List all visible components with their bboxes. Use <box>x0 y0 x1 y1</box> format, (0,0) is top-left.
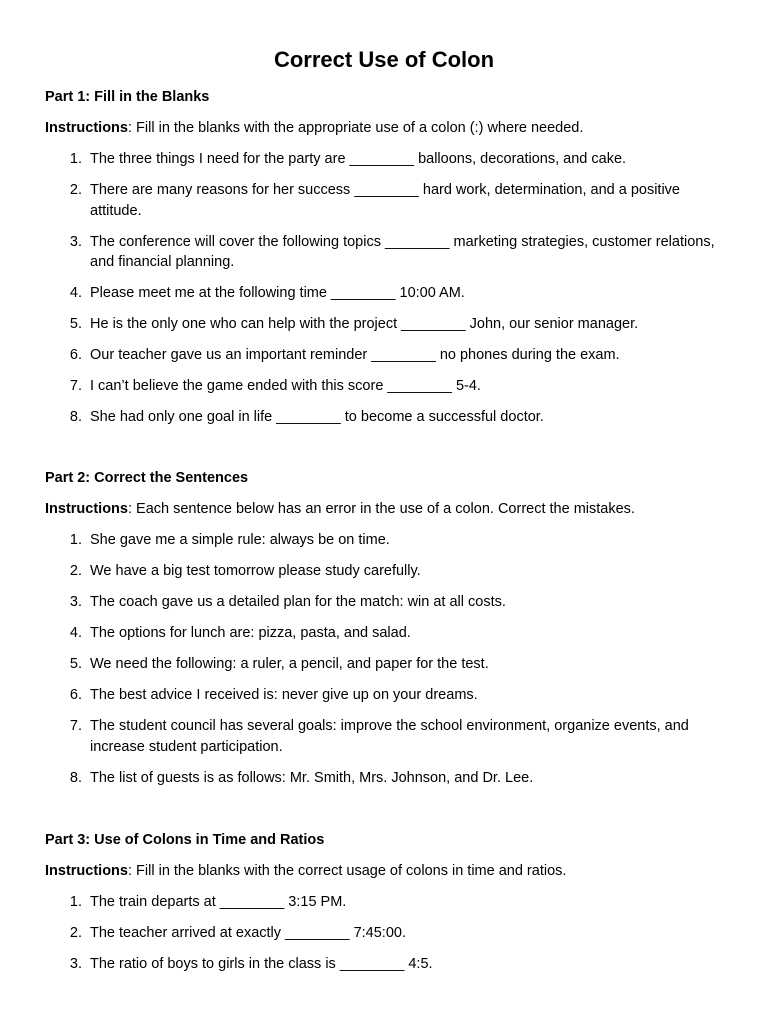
part2-heading: Part 2: Correct the Sentences <box>45 470 249 486</box>
list-item <box>0 892 720 913</box>
item-number: 6. <box>69 687 82 703</box>
part3-heading: Part 3: Use of Colons in Time and Ratios <box>45 832 325 848</box>
item-number: 4. <box>69 625 82 641</box>
item-number: 5. <box>69 656 82 672</box>
list-item <box>0 407 720 428</box>
item-text: I can’t believe the game ended with this score ________ 5-4. <box>90 378 481 394</box>
item-text: Please meet me at the following time ________ 10:00 AM. <box>90 285 465 301</box>
item-text: The best advice I received is: never give up on your dreams. <box>90 687 478 703</box>
list-item <box>0 592 720 613</box>
list-item <box>0 923 720 944</box>
list-item <box>0 654 720 675</box>
instructions-label: Instructions <box>45 863 128 879</box>
list-item <box>0 232 720 273</box>
item-text: Our teacher gave us an important reminder ________ no phones during the exam. <box>90 347 620 363</box>
part1-heading: Part 1: Fill in the Blanks <box>45 89 210 105</box>
part1-list <box>0 149 768 438</box>
page-title: Correct Use of Colon <box>273 47 495 72</box>
item-number: 2. <box>69 563 82 579</box>
list-item <box>0 314 720 335</box>
item-number: 3. <box>69 594 82 610</box>
item-number: 7. <box>69 718 82 734</box>
item-text: The options for lunch are: pizza, pasta, and salad. <box>90 625 411 641</box>
item-text: There are many reasons for her success ________ hard work, determination, and a positive attitude. <box>90 182 680 219</box>
item-text: The list of guests is as follows: Mr. Smith, Mrs. Johnson, and Dr. Lee. <box>90 769 534 786</box>
part3-instructions <box>45 861 725 881</box>
item-number: 1. <box>69 151 82 167</box>
list-item <box>0 716 720 757</box>
list-item <box>0 561 720 582</box>
item-text: The coach gave us a detailed plan for the match: win at all costs. <box>90 594 506 610</box>
list-item <box>0 623 720 644</box>
instructions-label: Instructions <box>45 501 128 517</box>
part3-list <box>0 892 768 985</box>
item-number: 3. <box>69 233 82 250</box>
list-item <box>0 149 720 170</box>
item-text: The train departs at ________ 3:15 PM. <box>90 894 347 910</box>
part3-instructions-text: : Fill in the blanks with the correct usage of colons in time and ratios. <box>127 863 567 879</box>
part2-list <box>0 530 768 799</box>
item-text: She gave me a simple rule: always be on time. <box>90 532 390 548</box>
item-text: The teacher arrived at exactly ________ 7:45:00. <box>90 925 406 941</box>
item-number: 3. <box>69 956 82 972</box>
item-number: 6. <box>69 347 82 363</box>
list-item <box>0 180 720 221</box>
item-number: 8. <box>69 769 82 786</box>
item-text: We have a big test tomorrow please study carefully. <box>90 563 421 579</box>
item-number: 2. <box>69 925 82 941</box>
list-item <box>0 685 720 706</box>
item-number: 1. <box>69 532 82 548</box>
item-number: 1. <box>69 894 82 910</box>
item-text: The three things I need for the party are ________ balloons, decorations, and cake. <box>90 151 627 167</box>
item-number: 7. <box>69 378 82 394</box>
item-number: 2. <box>69 182 82 198</box>
instructions-label: Instructions <box>45 120 128 136</box>
item-number: 4. <box>69 285 82 301</box>
list-item <box>0 530 720 551</box>
part2-instructions <box>45 499 725 519</box>
list-item <box>0 954 720 975</box>
part1-instructions <box>45 118 725 138</box>
item-text: The student council has several goals: improve the school environment, organize events, and increase student participation. <box>90 718 689 755</box>
list-item <box>0 345 720 366</box>
item-text: She had only one goal in life ________ to become a successful doctor. <box>90 409 544 425</box>
item-text: The conference will cover the following topics ________ marketing strategies, customer relations, and financial planning. <box>90 233 715 270</box>
item-text: We need the following: a ruler, a pencil, and paper for the test. <box>90 656 489 672</box>
item-number: 8. <box>69 409 82 425</box>
list-item <box>0 283 720 304</box>
list-item <box>0 768 720 789</box>
list-item <box>0 376 720 397</box>
item-text: He is the only one who can help with the project ________ John, our senior manager. <box>90 316 639 332</box>
item-text: The ratio of boys to girls in the class is ________ 4:5. <box>90 956 433 972</box>
part1-instructions-text: : Fill in the blanks with the appropriate use of a colon (:) where needed. <box>127 120 584 136</box>
item-number: 5. <box>69 316 82 332</box>
part2-instructions-text: : Each sentence below has an error in the use of a colon. Correct the mistakes. <box>127 501 635 517</box>
